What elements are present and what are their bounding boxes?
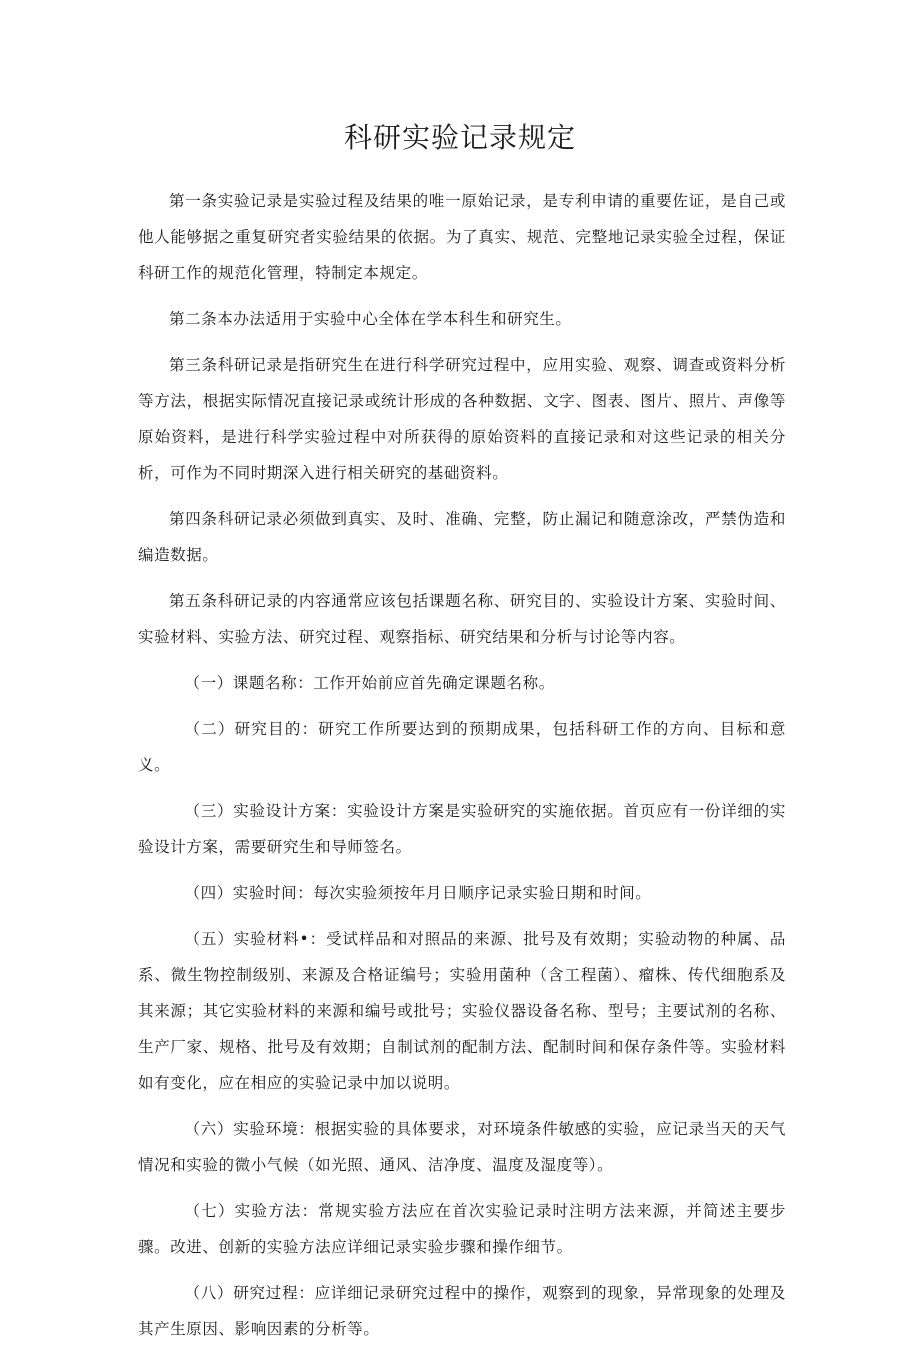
document-title: 科研实验记录规定 xyxy=(343,121,576,154)
item-research-purpose: （二）研究目的：研究工作所要达到的预期成果，包括科研工作的方向、目标和意义。 xyxy=(138,720,786,774)
item-experiment-time: （四）实验时间：每次实验须按年月日顺序记录实验日期和时间。 xyxy=(184,884,652,902)
item-materials: （五）实验材料•：受试样品和对照品的来源、批号及有效期；实验动物的种属、品系、微生物控制级别、来源及合格证编号；实验用菌种（含工程菌）、瘤株、传代细胞系及其来源；其它实验材料的来源和编号或批号；实验仪器设备名称、型号；主要试剂的名称、生产厂家、规格、批号及有效期；自制试剂的配制方法、配制时间和保存条件等。实验材料如有变化，应在相应的实验记录中加以说明。 xyxy=(138,930,786,1092)
article-1: 第一条实验记录是实验过程及结果的唯一原始记录，是专利申请的重要佐证，是自己或他人能够据之重复研究者实验结果的依据。为了真实、规范、完整地记录实验全过程，保证科研工作的规范化管理，特制定本规定。 xyxy=(138,192,786,282)
item-environment: （六）实验环境：根据实验的具体要求，对环境条件敏感的实验，应记录当天的天气情况和实验的微小气候（如光照、通风、洁净度、温度及湿度等）。 xyxy=(138,1120,786,1174)
item-design-plan: （三）实验设计方案：实验设计方案是实验研究的实施依据。首页应有一份详细的实验设计方案，需要研究生和导师签名。 xyxy=(138,802,786,856)
item-topic-name: （一）课题名称：工作开始前应首先确定课题名称。 xyxy=(184,674,555,692)
document-body xyxy=(138,183,786,1357)
article-4: 第四条科研记录必须做到真实、及时、准确、完整，防止漏记和随意涂改，严禁伪造和编造数据。 xyxy=(138,510,786,564)
article-2: 第二条本办法适用于实验中心全体在学本科生和研究生。 xyxy=(169,310,572,328)
item-methods: （七）实验方法：常规实验方法应在首次实验记录时注明方法来源，并简述主要步骤。改进、创新的实验方法应详细记录实验步骤和操作细节。 xyxy=(138,1202,786,1256)
item-process: （八）研究过程：应详细记录研究过程中的操作，观察到的现象，异常现象的处理及其产生原因、影响因素的分析等。 xyxy=(138,1284,786,1338)
article-5: 第五条科研记录的内容通常应该包括课题名称、研究目的、实验设计方案、实验时间、实验材料、实验方法、研究过程、观察指标、研究结果和分析与讨论等内容。 xyxy=(138,592,786,646)
article-3: 第三条科研记录是指研究生在进行科学研究过程中，应用实验、观察、调查或资料分析等方法，根据实际情况直接记录或统计形成的各种数据、文字、图表、图片、照片、声像等原始资料，是进行科学实验过程中对所获得的原始资料的直接记录和对这些记录的相关分析，可作为不同时期深入进行相关研究的基础资料。 xyxy=(138,356,786,482)
